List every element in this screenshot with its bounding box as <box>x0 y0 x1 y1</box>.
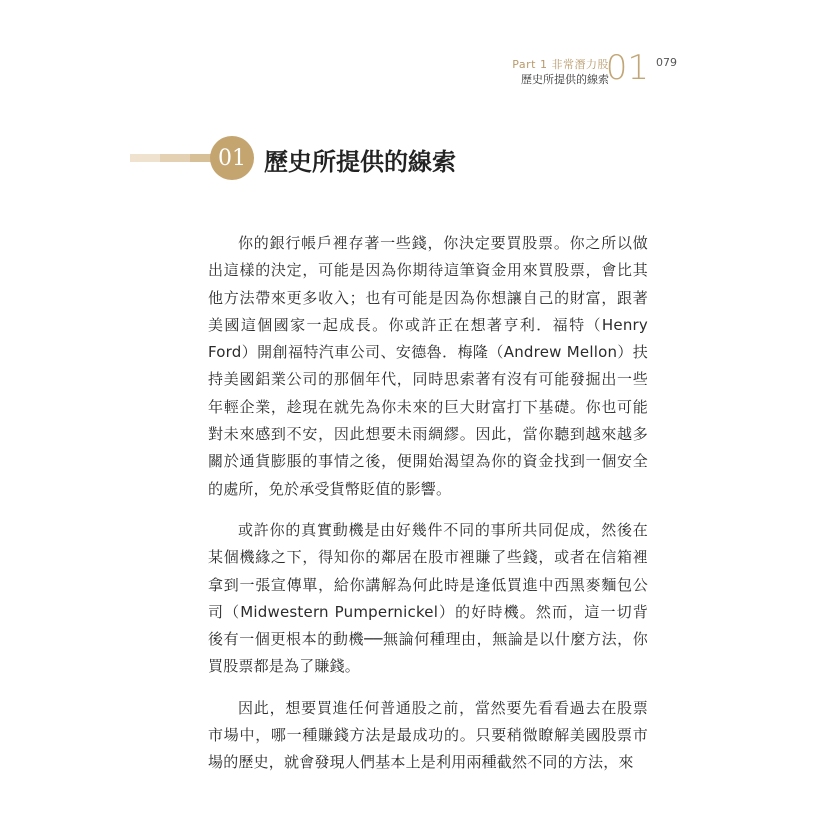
chapter-title: 歷史所提供的線索 <box>264 147 456 176</box>
decorative-bar <box>130 154 160 162</box>
running-header <box>357 48 677 92</box>
part-label: Part 1 非常潛力股 <box>512 58 609 71</box>
chapter-heading <box>130 136 550 180</box>
page-number: 079 <box>656 56 677 69</box>
paragraph: 你的銀行帳戶裡存著一些錢，你決定要買股票。你之所以做出這樣的決定，可能是因為你期待這筆資金用來買股票，會比其他方法帶來更多收入；也有可能是因為你想讓自己的財富，跟著美國這個國家一起成長。你或許正在想著亨利．福特（Henry Ford）開創福特汽車公司、安德魯．梅隆（Andrew Mellon）扶持美國鋁業公司的那個年代，同時思索著有沒有可能發掘出一些年輕企業，趁現在就先為你未來的巨大財富打下基礎。你也可能對未來感到不安，因此想要未雨綢繆。因此，當你聽到越來越多關於通貨膨脹的事情之後，便開始渴望為你的資金找到一個安全的處所，免於承受貨幣貶值的影響。 <box>208 234 648 498</box>
decorative-bar <box>160 154 190 162</box>
section-number: 01 <box>605 48 649 88</box>
paragraph: 因此，想要買進任何普通股之前，當然要先看看過去在股票市場中，哪一種賺錢方法是最成功的。只要稍微瞭解美國股票市場的歷史，就會發現人們基本上是利用兩種截然不同的方法，來 <box>208 698 648 772</box>
body-text <box>208 230 648 791</box>
paragraph: 或許你的真實動機是由好幾件不同的事所共同促成，然後在某個機緣之下，得知你的鄰居在股市裡賺了些錢，或者在信箱裡拿到一張宣傳單，給你講解為何此時是逢低買進中西黑麥麵包公司（Midwestern Pumpernickel）的好時機。然而，這一切背後有一個更根本的動機──無論何種理由，無論是以什麼方法，你買股票都是為了賺錢。 <box>208 520 648 676</box>
section-subtitle: 歷史所提供的線索 <box>521 73 609 86</box>
chapter-number: 01 <box>218 145 246 171</box>
chapter-number-badge <box>210 136 254 180</box>
